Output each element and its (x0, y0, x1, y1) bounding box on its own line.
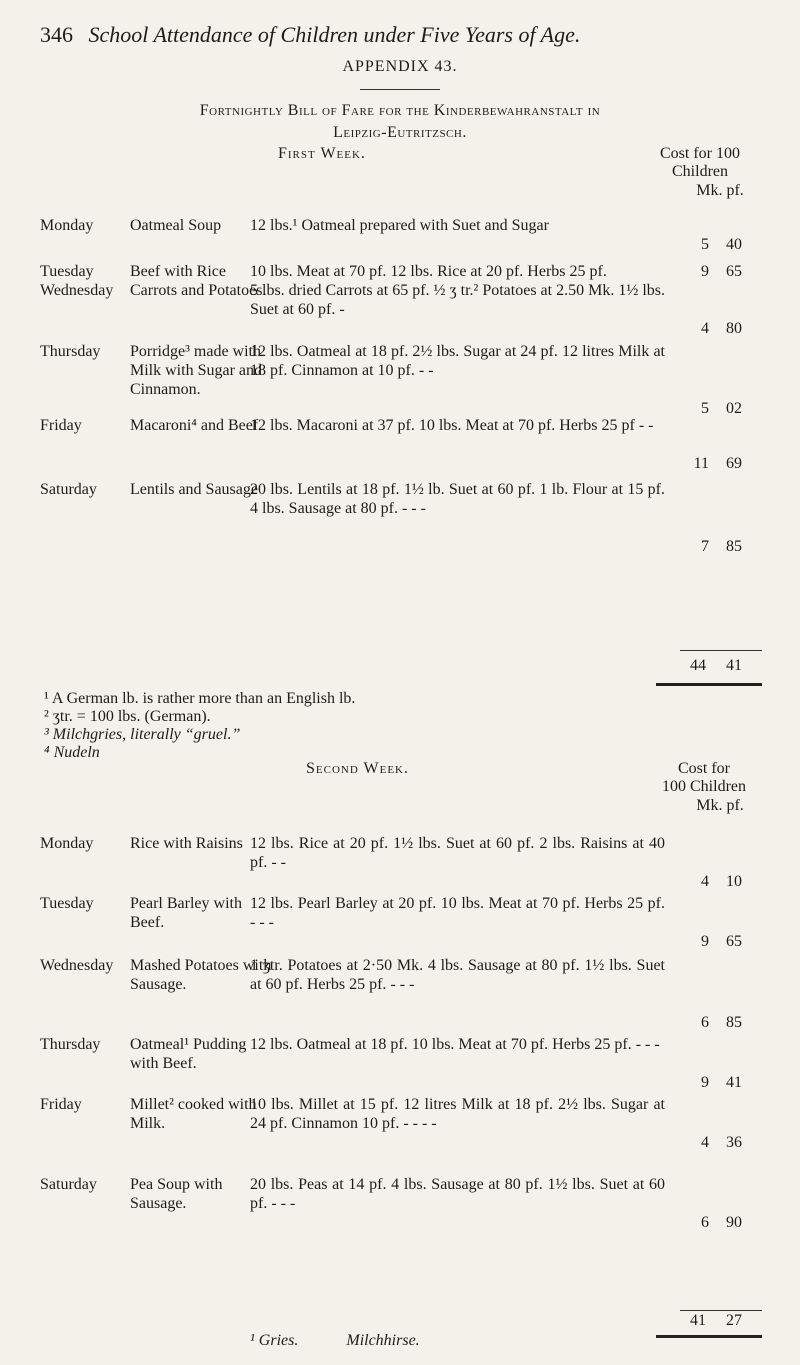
dish-cell: Mashed Potatoes with Sausage. (130, 957, 272, 993)
week1-heading: First Week. (278, 145, 366, 162)
week1-total-pf: 41 (726, 657, 742, 674)
amount-pf-cell: 65 (726, 263, 742, 280)
page-number: 346 (40, 22, 73, 47)
day-cell: Wednesday (40, 282, 114, 299)
footnote-4: ⁴ Nudeln (44, 744, 100, 761)
title-rule (360, 89, 440, 90)
dish-cell: Oatmeal Soup (130, 217, 222, 234)
day-cell: Wednesday (40, 957, 114, 974)
week2-heading: Second Week. (306, 760, 409, 777)
amount-mk-cell: 6 (701, 1014, 709, 1031)
week2-total-mk: 41 (690, 1312, 706, 1329)
week2-cost-heading-line-1: Cost for (678, 760, 730, 777)
week1-sum-rule (680, 650, 762, 651)
description-cell: 1 ʒtr. Potatoes at 2·50 Mk. 4 lbs. Sausage at 80 pf. 1½ lbs. Suet at 60 pf. Herbs 25 pf. - - - (250, 957, 665, 993)
amount-pf-cell: 90 (726, 1214, 742, 1231)
week1-cost-heading (630, 145, 770, 181)
amount-mk-cell: 5 (701, 400, 709, 417)
week2-sum-rule (680, 1310, 762, 1311)
main-title-line-2: Leipzig-Eutritzsch. (333, 124, 467, 141)
week1-cost-heading-line-1: Cost for 100 (660, 145, 740, 162)
description-cell: 12 lbs. Oatmeal at 18 pf. 2½ lbs. Sugar at 24 pf. 12 litres Milk at 18 pf. Cinnamon at 10 pf. - - (250, 343, 665, 379)
description-cell: 10 lbs. Millet at 15 pf. 12 litres Milk at 18 pf. 2½ lbs. Sugar at 24 pf. Cinnamon 10 pf. - - - - (250, 1096, 665, 1132)
day-cell: Tuesday (40, 895, 94, 912)
amount-pf-cell: 10 (726, 873, 742, 890)
main-title-line-1: Fortnightly Bill of Fare for the Kinderbewahranstalt in (199, 102, 601, 119)
dish-cell: Beef with Rice (130, 263, 226, 280)
amount-mk-cell: 9 (701, 933, 709, 950)
week2-cost-heading-line-2: 100 Children (662, 778, 746, 795)
dish-cell: Oatmeal¹ Pudding with Beef. (130, 1036, 247, 1072)
week2-cost-heading (634, 760, 774, 796)
footnote-1: ¹ A German lb. is rather more than an English lb. (44, 690, 356, 707)
day-cell: Thursday (40, 1036, 101, 1053)
amount-pf-cell: 41 (726, 1074, 742, 1091)
amount-pf-cell: 65 (726, 933, 742, 950)
bottom-footnote (250, 1332, 420, 1350)
footnote-2: ² ʒtr. = 100 lbs. (German). (44, 708, 211, 725)
amount-mk-cell: 11 (693, 455, 709, 472)
amount-mk-cell: 6 (701, 1214, 709, 1231)
day-cell: Saturday (40, 1176, 97, 1193)
dish-cell: Rice with Raisins (130, 835, 243, 852)
amount-pf-cell: 69 (726, 455, 742, 472)
week1-cost-heading-line-2: Children (672, 163, 728, 180)
amount-mk-cell: 4 (701, 1134, 709, 1151)
appendix-label: APPENDIX 43. (342, 58, 458, 75)
page-title: School Attendance of Children under Five Years of Age. (88, 22, 581, 47)
week1-total-rule (656, 683, 762, 686)
amount-pf-cell: 85 (726, 538, 742, 555)
week2-total-rule (656, 1335, 762, 1338)
day-cell: Thursday (40, 343, 101, 360)
description-cell: 10 lbs. Meat at 70 pf. 12 lbs. Rice at 20 pf. Herbs 25 pf. (250, 263, 607, 280)
description-cell: 12 lbs. Rice at 20 pf. 1½ lbs. Suet at 60 pf. 2 lbs. Raisins at 40 pf. - - (250, 835, 665, 871)
amount-mk-cell: 9 (701, 263, 709, 280)
amount-mk-cell: 5 (701, 236, 709, 253)
dish-cell: Lentils and Sausage (130, 481, 258, 498)
dish-cell: Carrots and Potatoes. (130, 282, 267, 299)
day-cell: Friday (40, 417, 82, 434)
week2-total-pf: 27 (726, 1312, 742, 1329)
description-cell: 20 lbs. Peas at 14 pf. 4 lbs. Sausage at 80 pf. 1½ lbs. Suet at 60 pf. - - - (250, 1176, 665, 1212)
amount-mk-cell: 4 (701, 873, 709, 890)
day-cell: Tuesday (40, 263, 94, 280)
amount-pf-cell: 80 (726, 320, 742, 337)
bottom-footnote-1: ¹ Gries. (250, 1332, 299, 1349)
day-cell: Friday (40, 1096, 82, 1113)
amount-pf-cell: 36 (726, 1134, 742, 1151)
amount-mk-cell: 4 (701, 320, 709, 337)
dish-cell: Pea Soup with Sausage. (130, 1176, 223, 1212)
dish-cell: Porridge³ made with Milk with Sugar and Cinnamon. (130, 343, 262, 398)
description-cell: 20 lbs. Lentils at 18 pf. 1½ lb. Suet at 60 pf. 1 lb. Flour at 15 pf. 4 lbs. Sausage at 80 pf. - - - (250, 481, 665, 517)
footnote-3: ³ Milchgries, literally “gruel.” (44, 726, 241, 743)
week1-unit-heading: Mk. pf. (696, 182, 744, 199)
day-cell: Monday (40, 217, 94, 234)
amount-pf-cell: 02 (726, 400, 742, 417)
day-cell: Saturday (40, 481, 97, 498)
description-cell: 12 lbs.¹ Oatmeal prepared with Suet and Sugar (250, 217, 549, 234)
amount-mk-cell: 9 (701, 1074, 709, 1091)
dish-cell: Macaroni⁴ and Beef (130, 417, 259, 434)
week2-unit-heading: Mk. pf. (696, 797, 744, 814)
description-cell: 12 lbs. Pearl Barley at 20 pf. 10 lbs. Meat at 70 pf. Herbs 25 pf. - - - (250, 895, 665, 931)
description-cell: 5 lbs. dried Carrots at 65 pf. ½ ʒ tr.² Potatoes at 2.50 Mk. 1½ lbs. Suet at 60 pf. - (250, 282, 665, 318)
amount-pf-cell: 40 (726, 236, 742, 253)
description-cell: 12 lbs. Oatmeal at 18 pf. 10 lbs. Meat at 70 pf. Herbs 25 pf. - - - (250, 1036, 660, 1053)
bottom-footnote-2: Milchhirse. (346, 1332, 420, 1349)
amount-pf-cell: 85 (726, 1014, 742, 1031)
amount-mk-cell: 7 (701, 538, 709, 555)
week1-total-mk: 44 (690, 657, 706, 674)
dish-cell: Pearl Barley with Beef. (130, 895, 242, 931)
running-head (40, 22, 580, 48)
main-title (0, 100, 800, 144)
day-cell: Monday (40, 835, 94, 852)
description-cell: 12 lbs. Macaroni at 37 pf. 10 lbs. Meat at 70 pf. Herbs 25 pf - - (250, 417, 654, 434)
dish-cell: Millet² cooked with Milk. (130, 1096, 257, 1132)
